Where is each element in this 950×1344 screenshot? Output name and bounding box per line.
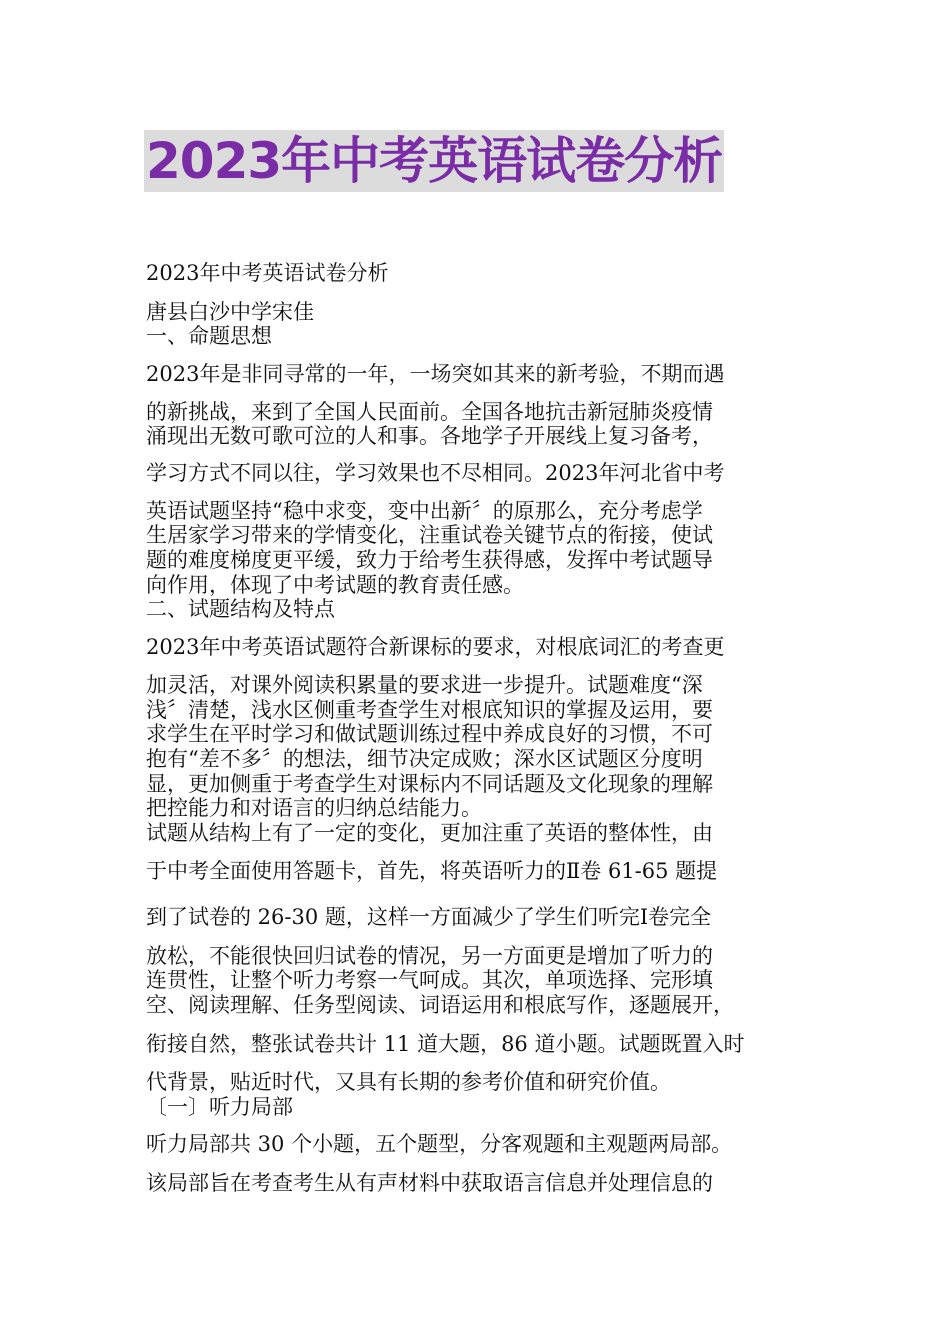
body-line: 求学生在平时学习和做试题训练过程中养成良好的习惯，不可 <box>146 722 713 746</box>
body-line: 2023年是非同寻常的一年，一场突如其来的新考验，不期而遇 <box>146 362 725 386</box>
body-line: 放松，不能很快回归试卷的情况，另一方面更是增加了听力的 <box>146 944 713 968</box>
body-line: 把控能力和对语言的归纳总结能力。 <box>146 796 482 820</box>
body-line: 生居家学习带来的学情变化，注重试卷关键节点的衔接，使试 <box>146 523 713 547</box>
body-line: 题的难度梯度更平缓，致力于给考生获得感，发挥中考试题导 <box>146 548 713 572</box>
body-line: 学习方式不同以往，学习效果也不尽相同。2023年河北省中考 <box>146 461 725 485</box>
body-line: 代背景，贴近时代，又具有长期的参考价值和研究价值。 <box>146 1070 671 1094</box>
body-line: 连贯性，让整个听力考察一气呵成。其次，单项选择、完形填 <box>146 968 713 992</box>
body-line: 加灵活，对课外阅读积累量的要求进一步提升。试题难度“深 <box>146 673 703 697</box>
body-line: 的新挑战，来到了全国人民面前。全国各地抗击新冠肺炎疫情 <box>146 400 713 424</box>
body-line: 向作用，体现了中考试题的教育责任感。 <box>146 573 524 597</box>
body-line: 到了试卷的 26-30 题，这样一方面减少了学生们听完Ⅰ卷完全 <box>146 905 712 929</box>
document-title: 2023年中考英语试卷分析 <box>146 132 723 190</box>
body-line: 浅〞清楚，浅水区侧重考查学生对根底知识的掌握及运用，要 <box>146 698 713 722</box>
body-line: 衔接自然，整张试卷共计 11 道大题，86 道小题。试题既置入时 <box>146 1032 745 1056</box>
body-line: 2023年中考英语试题符合新课标的要求，对根底词汇的考查更 <box>146 635 725 659</box>
author-line: 唐县白沙中学宋佳 <box>146 300 314 324</box>
body-line: 试题从结构上有了一定的变化，更加注重了英语的整体性，由 <box>146 821 713 845</box>
body-line: 涌现出无数可歌可泣的人和事。各地学子开展线上复习备考， <box>146 424 713 448</box>
body-line: 于中考全面使用答题卡，首先，将英语听力的Ⅱ卷 61-65 题提 <box>146 859 718 883</box>
section-heading: 一、命题思想 <box>146 324 272 348</box>
body-line: 听力局部共 30 个小题，五个题型，分客观题和主观题两局部。 <box>146 1132 733 1156</box>
body-line: 抱有“差不多〞的想法，细节决定成败；深水区试题区分度明 <box>146 747 703 771</box>
body-line: 空、阅读理解、任务型阅读、词语运用和根底写作，逐题展开， <box>146 993 734 1017</box>
section-heading: 二、试题结构及特点 <box>146 597 335 621</box>
body-line: 显，更加侧重于考查学生对课标内不同话题及文化现象的理解 <box>146 772 713 796</box>
subtitle-line: 2023年中考英语试卷分析 <box>146 261 389 285</box>
body-line: 英语试题坚持“稳中求变，变中出新〞的原那么，充分考虑学 <box>146 499 703 523</box>
section-heading: 〔一〕听力局部 <box>146 1095 293 1119</box>
body-line: 该局部旨在考查考生从有声材料中获取语言信息并处理信息的 <box>146 1171 713 1195</box>
